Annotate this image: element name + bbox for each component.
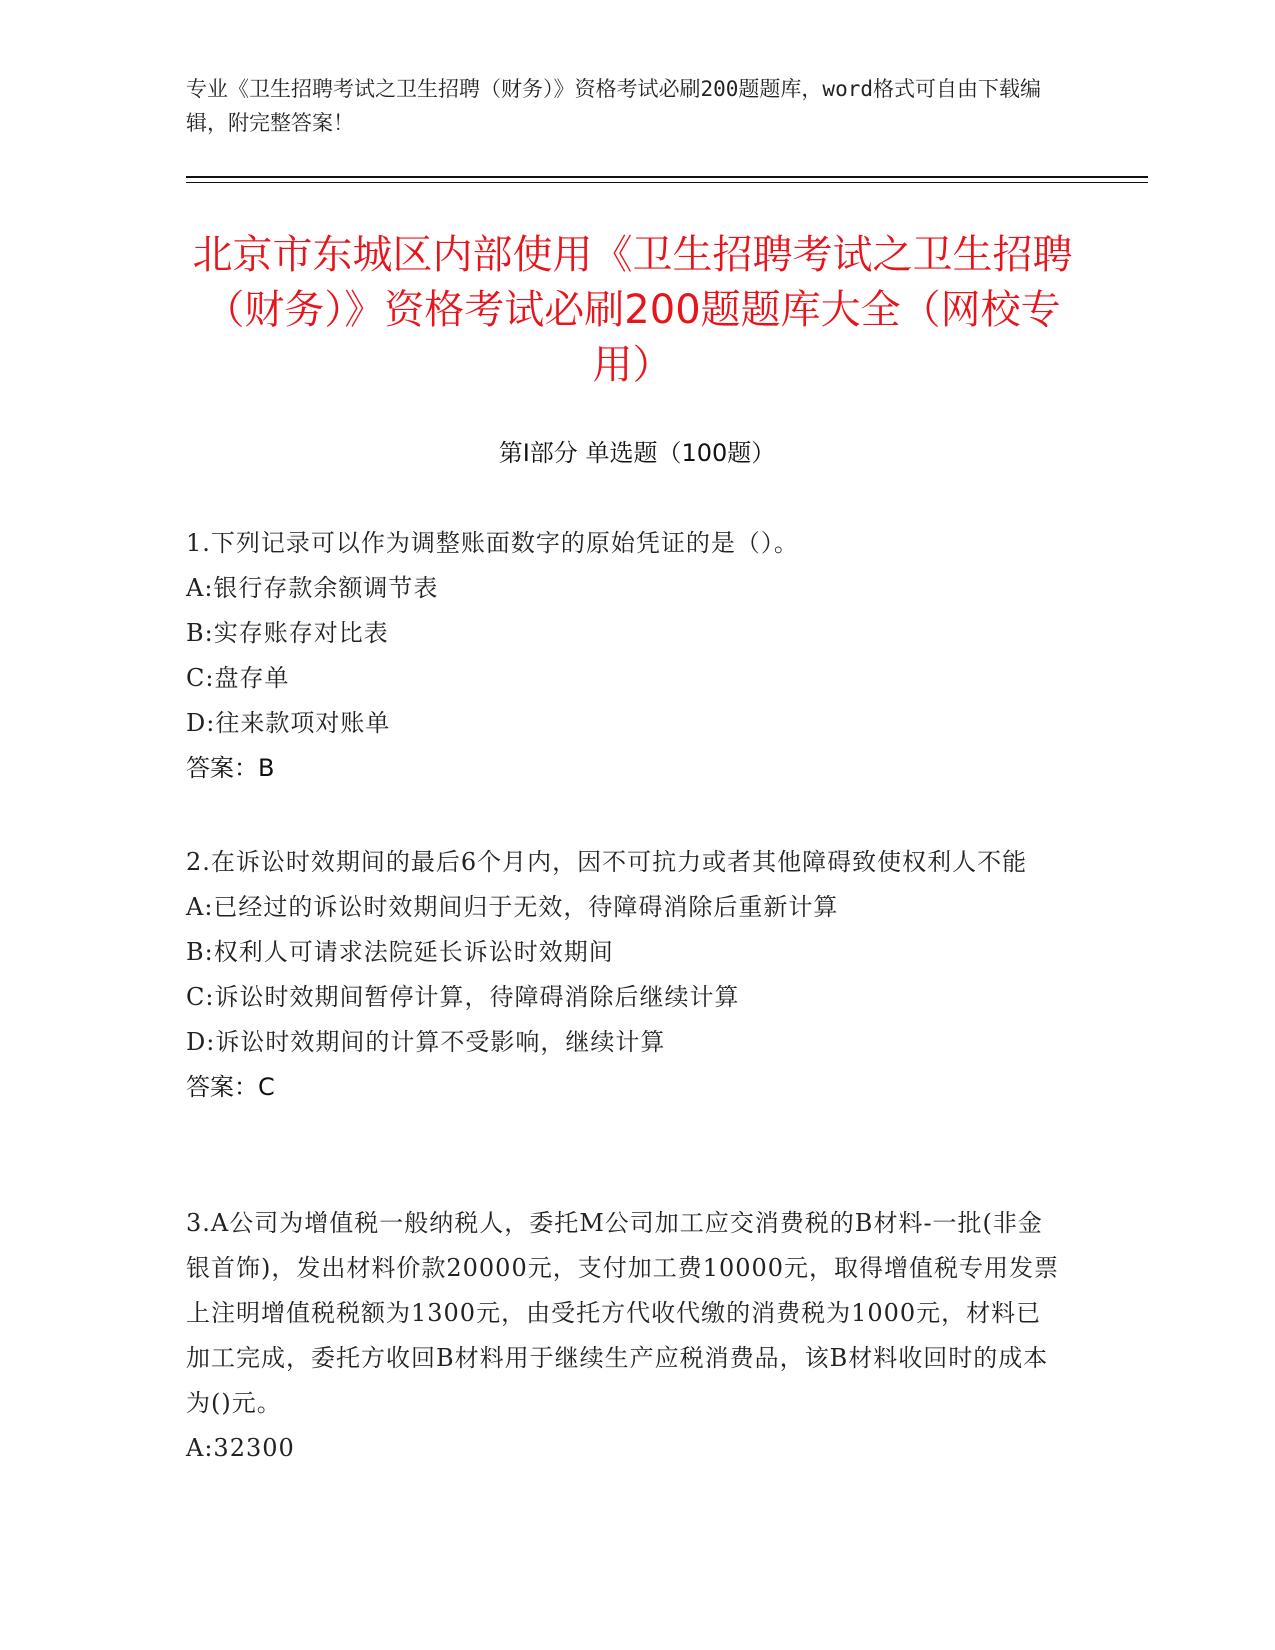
answer-line: 答案：B	[186, 754, 275, 782]
option-c: C:盘存单	[186, 664, 290, 692]
option-a: A:银行存款余额调节表	[186, 574, 439, 602]
question-stem: 2.在诉讼时效期间的最后6个月内，因不可抗力或者其他障碍致使权利人不能	[186, 848, 1028, 876]
document-title: 北京市东城区内部使用《卫生招聘考试之卫生招聘（财务）》资格考试必刷200题题库大全（网校专用）	[192, 232, 1073, 388]
option-b: B:权利人可请求法院延长诉讼时效期间	[186, 938, 614, 966]
question-3	[186, 1201, 1066, 1471]
option-a: A:32300	[186, 1434, 295, 1462]
question-stem: 1.下列记录可以作为调整账面数字的原始凭证的是（）。	[186, 529, 799, 557]
option-b: B:实存账存对比表	[186, 619, 389, 647]
option-d: D:诉讼时效期间的计算不受影响，继续计算	[186, 1028, 666, 1056]
header-divider-thick	[186, 176, 1148, 178]
header-divider-thin	[186, 182, 1148, 183]
header-note: 专业《卫生招聘考试之卫生招聘（财务）》资格考试必刷200题题库，word格式可自由下载编辑，附完整答案！	[186, 77, 1041, 135]
question-2	[186, 840, 1066, 1110]
option-c: C:诉讼时效期间暂停计算，待障碍消除后继续计算	[186, 983, 740, 1011]
section-title: 第Ⅰ部分 单选题（100题）	[498, 439, 776, 467]
question-1	[186, 521, 1066, 791]
option-a: A:已经过的诉讼时效期间归于无效，待障碍消除后重新计算	[186, 893, 839, 921]
answer-line: 答案：C	[186, 1073, 275, 1101]
option-d: D:往来款项对账单	[186, 709, 391, 737]
question-stem: 3.A公司为增值税一般纳税人，委托M公司加工应交消费税的B材料-一批(非金银首饰)，发出材料价款20000元，支付加工费10000元，取得增值税专用发票上注明增值税税额为1300元，由受托方代收代缴的消费税为1000元，材料已加工完成，委托方收回B材料用于继续生产应税消费品，该B材料收回时的成本为()元。	[186, 1209, 1060, 1417]
